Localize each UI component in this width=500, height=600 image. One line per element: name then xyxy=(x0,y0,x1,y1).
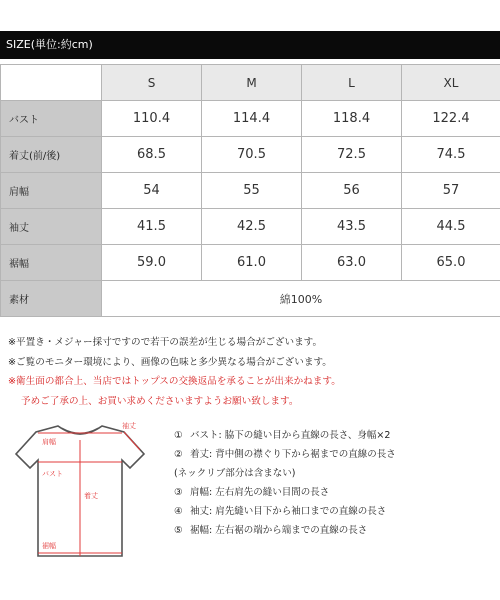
legend-item-length xyxy=(174,445,498,464)
row-label: 袖丈 xyxy=(1,209,102,245)
table-cell: 70.5 xyxy=(202,137,302,173)
table-cell: 74.5 xyxy=(402,137,500,173)
table-cell: 68.5 xyxy=(102,137,202,173)
legend-item-sleeve xyxy=(174,502,498,521)
table-row-length xyxy=(1,137,500,173)
legend-number: ④ xyxy=(174,506,183,517)
legend-item-length-note xyxy=(174,464,498,483)
material-value: 綿100% xyxy=(102,281,500,317)
table-cell: 118.4 xyxy=(302,101,402,137)
legend-term: 袖丈: xyxy=(190,506,213,517)
table-cell: 41.5 xyxy=(102,209,202,245)
diagram-label-bust: バスト xyxy=(42,470,63,478)
row-label: 素材 xyxy=(1,281,102,317)
table-row-sleeve xyxy=(1,209,500,245)
legend-number: ⑤ xyxy=(174,525,183,536)
note-acknowledge: 予めご了承の上、お買い求めくださいますようお願い致します。 xyxy=(21,395,299,407)
legend-term: 着丈: xyxy=(190,449,213,460)
size-header-row xyxy=(1,65,500,101)
table-row-bust xyxy=(1,101,500,137)
legend-item-shoulder xyxy=(174,483,498,502)
legend-desc: 左右肩先の縫い目間の長さ xyxy=(215,487,330,498)
note-no-returns: ※衛生面の都合上、当店ではトップスの交換返品を承ることが出来かねます。 xyxy=(8,376,341,387)
table-cell: 43.5 xyxy=(302,209,402,245)
column-header-xl: XL xyxy=(402,65,500,101)
table-cell: 55 xyxy=(202,173,302,209)
table-row-shoulder xyxy=(1,173,500,209)
legend-desc: (ネックリブ部分は含まない) xyxy=(174,468,296,479)
table-cell: 65.0 xyxy=(402,245,500,281)
tshirt-measurement-diagram xyxy=(14,420,146,560)
measurement-legend xyxy=(174,426,498,540)
table-cell: 57 xyxy=(402,173,500,209)
row-label: 裾幅 xyxy=(1,245,102,281)
table-cell: 44.5 xyxy=(402,209,500,245)
sleeve-measure-line xyxy=(124,432,140,450)
diagram-label-sleeve: 袖丈 xyxy=(122,422,136,430)
legend-item-hem xyxy=(174,521,498,540)
table-cell: 54 xyxy=(102,173,202,209)
tshirt-collar xyxy=(62,428,98,433)
legend-desc: 背中側の襟ぐり下から裾までの直線の長さ xyxy=(215,449,396,460)
table-cell: 122.4 xyxy=(402,101,500,137)
size-table xyxy=(0,64,500,317)
legend-number: ③ xyxy=(174,487,183,498)
legend-term: 裾幅: xyxy=(190,525,213,536)
legend-desc: 左右裾の端から端までの直線の長さ xyxy=(215,525,368,536)
legend-item-bust xyxy=(174,426,498,445)
table-cell: 72.5 xyxy=(302,137,402,173)
diagram-label-length: 着丈 xyxy=(84,492,98,500)
column-header-s: S xyxy=(102,65,202,101)
size-header-title: SIZE(単位:約cm) xyxy=(6,38,93,51)
table-cell: 59.0 xyxy=(102,245,202,281)
legend-desc: 肩先縫い目下から袖口までの直線の長さ xyxy=(215,506,387,517)
diagram-label-shoulder: 肩幅 xyxy=(42,438,56,446)
notes-section xyxy=(8,333,498,411)
column-header-l: L xyxy=(302,65,402,101)
table-cell: 110.4 xyxy=(102,101,202,137)
size-header-bar xyxy=(0,31,500,59)
row-label: 着丈(前/後) xyxy=(1,137,102,173)
table-cell: 63.0 xyxy=(302,245,402,281)
note-monitor: ※ご覧のモニター環境により、画像の色味と多少異なる場合がございます。 xyxy=(8,356,332,368)
diagram-label-hem: 裾幅 xyxy=(42,542,56,550)
column-header-m: M xyxy=(202,65,302,101)
legend-term: バスト: xyxy=(190,430,222,441)
legend-number: ② xyxy=(174,449,183,460)
legend-desc: 脇下の縫い目から直線の長さ、身幅×2 xyxy=(224,430,391,441)
table-cell: 61.0 xyxy=(202,245,302,281)
table-corner-cell xyxy=(1,65,102,101)
table-row-hem xyxy=(1,245,500,281)
note-measurement: ※平置き・メジャー採寸ですので若干の誤差が生じる場合がございます。 xyxy=(8,337,323,348)
table-cell: 56 xyxy=(302,173,402,209)
row-label: 肩幅 xyxy=(1,173,102,209)
table-cell: 42.5 xyxy=(202,209,302,245)
legend-term: 肩幅: xyxy=(190,487,213,498)
table-row-material xyxy=(1,281,500,317)
row-label: バスト xyxy=(1,101,102,137)
legend-number: ① xyxy=(174,430,183,441)
table-cell: 114.4 xyxy=(202,101,302,137)
